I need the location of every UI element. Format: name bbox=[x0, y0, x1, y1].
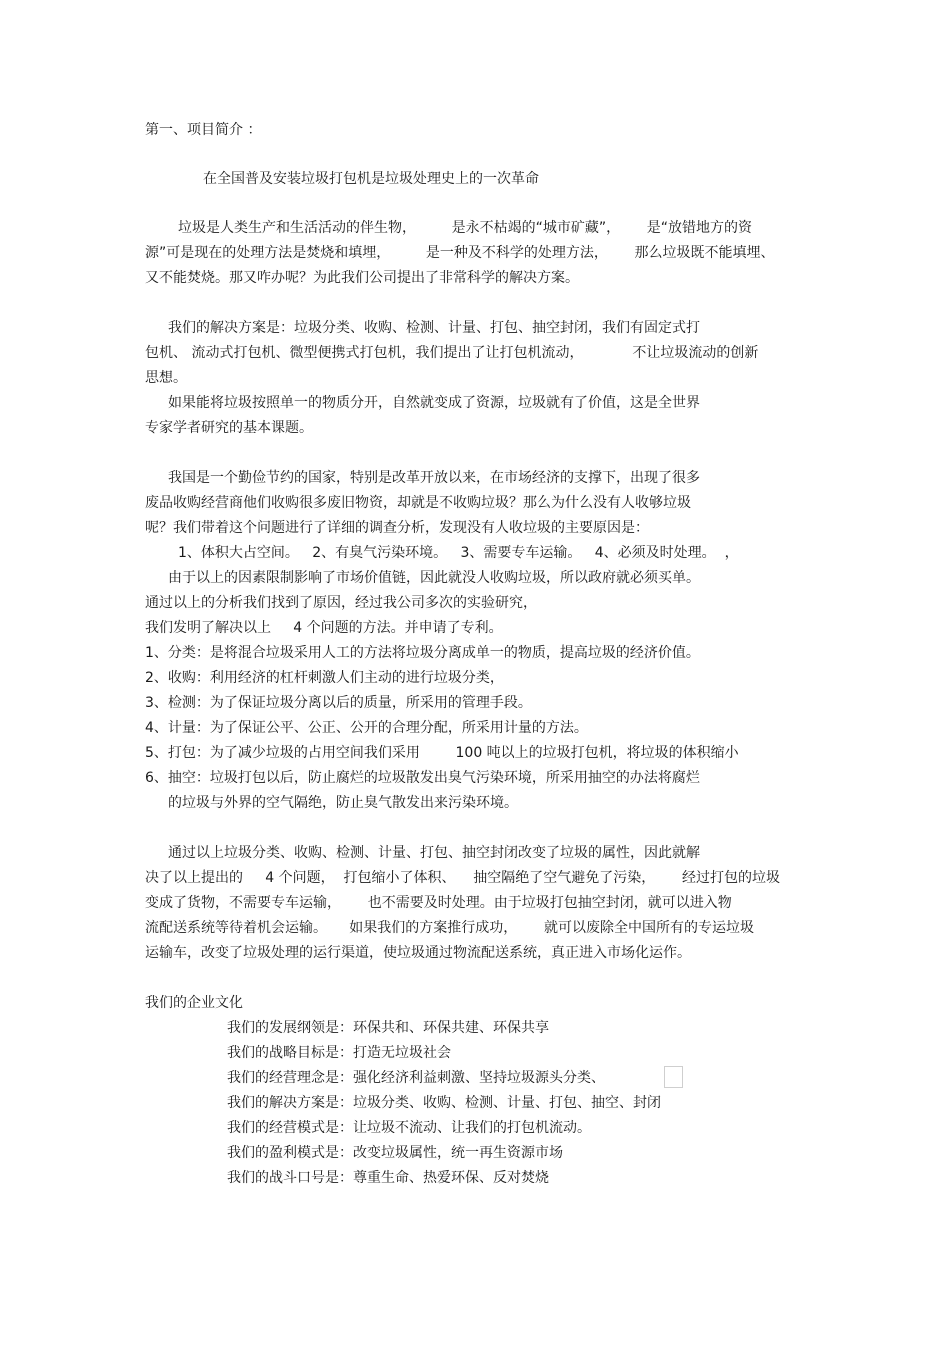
para4-line-6: 通过以上的分析我们找到了原因，经过我公司多次的实验研究， bbox=[145, 595, 537, 611]
para2-line-1: 我们的解决方案是：垃圾分类、收购、检测、计量、打包、抽空封闭，我们有固定式打 bbox=[168, 320, 700, 336]
culture-item: 我们的战略目标是：打造无垃圾社会 bbox=[227, 1045, 451, 1061]
para2-line-2: 包机、 流动式打包机、微型便携式打包机，我们提出了让打包机流动， 不让垃圾流动的创新 bbox=[145, 345, 759, 361]
culture-title: 我们的企业文化 bbox=[145, 995, 243, 1011]
para5-line-4: 流配送系统等待着机会运输。 如果我们的方案推行成功， 就可以废除全中国所有的专运垃圾 bbox=[145, 920, 754, 936]
culture-item: 我们的发展纲领是：环保共和、环保共建、环保共享 bbox=[227, 1020, 549, 1036]
para3-line-1: 如果能将垃圾按照单一的物质分开，自然就变成了资源，垃圾就有了价值，这是全世界 bbox=[168, 395, 700, 411]
culture-item: 我们的战斗口号是：尊重生命、热爱环保、反对焚烧 bbox=[227, 1170, 549, 1186]
section-heading: 第一、项目简介 ： bbox=[145, 122, 262, 138]
para1-line-3: 又不能焚烧。那又咋办呢？为此我们公司提出了非常科学的解决方案。 bbox=[145, 270, 579, 286]
method-3: 3、检测：为了保证垃圾分离以后的质量，所采用的管理手段。 bbox=[145, 695, 532, 711]
para3-line-2: 专家学者研究的基本课题。 bbox=[145, 420, 313, 436]
para1-line-2: 源”可是现在的处理方法是焚烧和填埋， 是一种及不科学的处理方法， 那么垃圾既不能填埋、 bbox=[145, 245, 775, 261]
culture-item: 我们的解决方案是：垃圾分类、收购、检测、计量、打包、抽空、封闭 bbox=[227, 1095, 661, 1111]
culture-item: 我们的经营理念是：强化经济利益刺激、坚持垃圾源头分类、 bbox=[227, 1070, 605, 1086]
para5-line-1: 通过以上垃圾分类、收购、检测、计量、打包、抽空封闭改变了垃圾的属性，因此就解 bbox=[168, 845, 700, 861]
reasons-list: 1、体积大占空间。 2、有臭气污染环境。 3、需要专车运输。 4、必须及时处理。 ， bbox=[178, 545, 739, 561]
para4-line-3: 呢？我们带着这个问题进行了详细的调查分析，发现没有人收垃圾的主要原因是： bbox=[145, 520, 649, 536]
method-2: 2、收购：利用经济的杠杆刺激人们主动的进行垃圾分类， bbox=[145, 670, 504, 686]
para4-line-7: 我们发明了解决以上 4 个问题的方法。并申请了专利。 bbox=[145, 620, 503, 636]
subtitle: 在全国普及安装垃圾打包机是垃圾处理史上的一次革命 bbox=[203, 171, 539, 187]
para1-line-1: 垃圾是人类生产和生活活动的伴生物， 是永不枯竭的“城市矿藏”， 是“放错地方的资 bbox=[178, 220, 753, 236]
para5-line-3: 变成了货物，不需要专车运输， 也不需要及时处理。由于垃圾打包抽空封闭，就可以进入物 bbox=[145, 895, 732, 911]
para5-line-5: 运输车，改变了垃圾处理的运行渠道，使垃圾通过物流配送系统，真正进入市场化运作。 bbox=[145, 945, 691, 961]
empty-checkbox-box bbox=[664, 1066, 683, 1088]
para4-line-1: 我国是一个勤俭节约的国家，特别是改革开放以来，在市场经济的支撑下，出现了很多 bbox=[168, 470, 700, 486]
method-6: 6、抽空：垃圾打包以后，防止腐烂的垃圾散发出臭气污染环境，所采用抽空的办法将腐烂 bbox=[145, 770, 700, 786]
method-4: 4、计量：为了保证公平、公正、公开的合理分配，所采用计量的方法。 bbox=[145, 720, 588, 736]
culture-item: 我们的经营模式是：让垃圾不流动、让我们的打包机流动。 bbox=[227, 1120, 591, 1136]
para2-line-3: 思想。 bbox=[145, 370, 187, 386]
method-1: 1、分类：是将混合垃圾采用人工的方法将垃圾分离成单一的物质，提高垃圾的经济价值。 bbox=[145, 645, 700, 661]
para5-line-2: 决了以上提出的 4 个问题， 打包缩小了体积、 抽空隔绝了空气避免了污染， 经过打包的垃圾 bbox=[145, 870, 781, 886]
method-6-continued: 的垃圾与外界的空气隔绝，防止臭气散发出来污染环境。 bbox=[168, 795, 518, 811]
para4-line-5: 由于以上的因素限制影响了市场价值链，因此就没人收购垃圾，所以政府就必须买单。 bbox=[168, 570, 700, 586]
method-5: 5、打包：为了减少垃圾的占用空间我们采用 100 吨以上的垃圾打包机，将垃圾的体积缩小 bbox=[145, 745, 739, 761]
para4-line-2: 废品收购经营商他们收购很多废旧物资，却就是不收购垃圾？那么为什么没有人收够垃圾 bbox=[145, 495, 691, 511]
culture-item: 我们的盈利模式是：改变垃圾属性，统一再生资源市场 bbox=[227, 1145, 563, 1161]
